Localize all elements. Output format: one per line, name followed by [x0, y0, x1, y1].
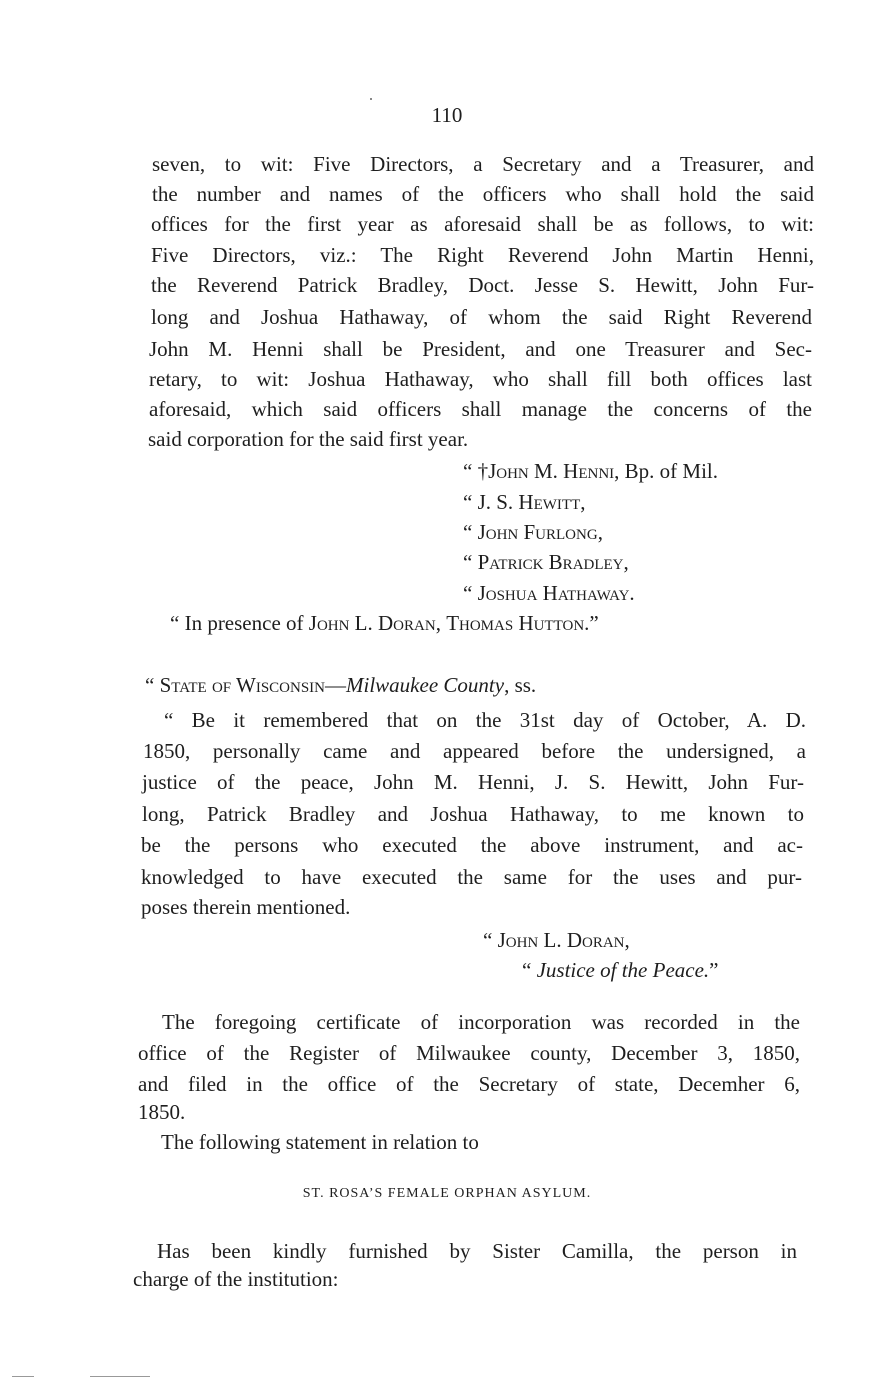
signature-prefix: “	[463, 581, 478, 605]
venue-dash: —	[325, 673, 347, 697]
text-line: the number and names of the officers who shall hold the said	[152, 182, 814, 206]
text-line: charge of the institution:	[133, 1267, 339, 1291]
signature-suffix: ,	[623, 550, 629, 574]
signature-line	[463, 487, 586, 517]
justice-name-line	[483, 925, 630, 955]
signature-prefix: “ †	[463, 459, 489, 483]
text-line: retary, to wit: Joshua Hathaway, who shall fill both offices last	[149, 367, 812, 391]
signature-suffix: .	[629, 581, 635, 605]
justice-prefix: “	[483, 928, 498, 952]
text-line: The foregoing certificate of incorporation was recorded in the	[162, 1010, 800, 1034]
state-name: State of Wisconsin	[159, 673, 326, 697]
venue-line	[145, 670, 536, 700]
text-line: the Reverend Patrick Bradley, Doct. Jesse S. Hewitt, John Fur-	[151, 273, 814, 297]
scan-speck	[370, 98, 372, 100]
text-line: “ Be it remembered that on the 31st day of October, A. D.	[164, 708, 806, 732]
signature-suffix: , Bp. of Mil.	[614, 459, 719, 483]
signature-line	[463, 456, 718, 486]
text-line: poses therein mentioned.	[141, 895, 351, 919]
text-line: John M. Henni shall be President, and one Treasurer and Sec-	[149, 337, 812, 361]
justice-name: John L. Doran	[497, 928, 625, 952]
venue-suffix: , ss.	[504, 673, 537, 697]
justice-title-prefix: “	[522, 958, 537, 982]
presence-suffix: .”	[584, 611, 599, 635]
witness-name: Thomas Hutton	[446, 611, 585, 635]
signature-name: Joshua Hathaway	[477, 581, 630, 605]
text-line: aforesaid, which said officers shall manage the concerns of the	[149, 397, 812, 421]
signature-name: John M. Henni	[488, 459, 615, 483]
text-line: justice of the peace, John M. Henni, J. S. Hewitt, John Fur-	[142, 770, 804, 794]
text-line: offices for the first year as aforesaid shall be as follows, to wit:	[151, 212, 814, 236]
signature-name: John Furlong	[477, 520, 598, 544]
text-line: 1850, personally came and appeared before the undersigned, a	[143, 739, 806, 763]
scan-mark	[12, 1376, 34, 1377]
text-line: knowledged to have executed the same for the uses and pur-	[141, 865, 802, 889]
statement-intro: The following statement in relation to	[161, 1130, 479, 1154]
signature-line	[463, 578, 635, 608]
signature-name: J. S. Hewitt	[477, 490, 581, 514]
justice-suffix: ,	[624, 928, 630, 952]
signature-prefix: “	[463, 520, 478, 544]
signature-suffix: ,	[580, 490, 586, 514]
text-line: 1850.	[138, 1100, 186, 1124]
signature-name: Patrick Bradley	[477, 550, 624, 574]
signature-suffix: ,	[597, 520, 603, 544]
text-line: and filed in the office of the Secretary of state, Decemher 6,	[138, 1072, 800, 1096]
signature-line	[463, 547, 629, 577]
text-line: long and Joshua Hathaway, of whom the said Right Reverend	[151, 305, 812, 329]
county-name: Milwaukee County	[346, 673, 505, 697]
signature-prefix: “	[463, 490, 478, 514]
presence-prefix: “ In presence of	[170, 611, 309, 635]
text-line: office of the Register of Milwaukee county, December 3, 1850,	[138, 1041, 800, 1065]
section-heading: ST. ROSA’S FEMALE ORPHAN ASYLUM.	[302, 1186, 592, 1201]
text-line: seven, to wit: Five Directors, a Secretary and a Treasurer, and	[152, 152, 814, 176]
text-line: Five Directors, viz.: The Right Reverend John Martin Henni,	[151, 243, 814, 267]
signature-line	[463, 517, 603, 547]
witness-name: John L. Doran	[308, 611, 436, 635]
presence-separator: ,	[435, 611, 447, 635]
text-line: be the persons who executed the above instrument, and ac-	[141, 833, 803, 857]
presence-line	[170, 608, 599, 638]
text-line: Has been kindly furnished by Sister Camilla, the person in	[157, 1239, 797, 1263]
signature-prefix: “	[463, 550, 478, 574]
page-number: 110	[431, 103, 463, 127]
justice-title-line	[522, 955, 719, 985]
venue-prefix: “	[145, 673, 160, 697]
justice-title-suffix: ”	[709, 958, 719, 982]
text-line: long, Patrick Bradley and Joshua Hathaway, to me known to	[142, 802, 804, 826]
text-line: said corporation for the said first year.	[148, 427, 469, 451]
justice-title: Justice of the Peace.	[536, 958, 710, 982]
scan-mark	[90, 1376, 150, 1377]
